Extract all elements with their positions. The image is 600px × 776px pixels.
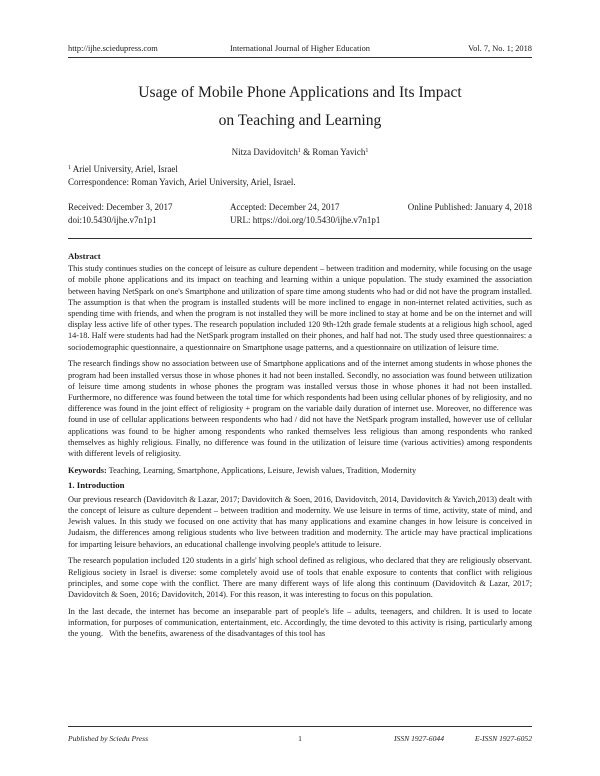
- issn: ISSN 1927-6044: [394, 734, 444, 743]
- accepted-date: Accepted: December 24, 2017: [230, 202, 340, 212]
- metadata-rule: [68, 238, 532, 239]
- author-1-affil: 1: [297, 148, 301, 154]
- introduction-heading: 1. Introduction: [68, 479, 125, 490]
- keywords-label: Keywords:: [68, 465, 107, 475]
- keywords-list: Teaching, Learning, Smartphone, Applications, Leisure, Jewish values, Tradition, Modernity: [106, 465, 417, 475]
- keywords: [68, 465, 532, 476]
- author-sep: &: [300, 147, 313, 157]
- introduction-paragraph-1: Our previous research (Davidovitch & Lazar, 2017; Davidovitch & Soen, 2016, Davidovitch, 2014, Davidovitch & Yavich,2013) dealt with the concept of leisure as culture dependent – between tradition and modernity. We use leisure in terms of time, activity, state of mind, and Jewish values. In this study we focused on one activity that has many applications and examine changes in how leisure is conceived in Judaism, the differences among religious students who live between tradition and modernity. The article may have practical implications for imparting leisure behaviors, an educational challenge involving people's attitude to leisure.: [68, 494, 532, 549]
- received-date: Received: December 3, 2017: [68, 202, 173, 212]
- doi-url[interactable]: URL: https://doi.org/10.5430/ijhe.v7n1p1: [230, 215, 381, 225]
- volume-info: Vol. 7, No. 1; 2018: [468, 44, 532, 53]
- eissn: E-ISSN 1927-6052: [474, 734, 532, 743]
- affiliation-text: Ariel University, Ariel, Israel: [71, 164, 178, 174]
- article-body: [68, 251, 535, 645]
- published-date: Online Published: January 4, 2018: [407, 202, 532, 212]
- affiliation: [68, 163, 532, 175]
- introduction-paragraph-2: The research population included 120 students in a girls' high school defined as religious, who declared that they are religiously observant. Religious society in Israel is diverse: some completely avoid use of tools that enable exposure to contents that conflict with religious principles, and some cope with the conflict. There are many different ways of life along this continuum (Davidovitch & Lazar, 2017; Davidovitch & Soen, 2016; Davidovitch, 2014). For this reason, it was interesting to focus on this population.: [68, 556, 532, 600]
- abstract-paragraph-2: The research findings show no association between use of Smartphone applications and of the internet among students in whose phones the program had been installed versus those in whose phones it had not been installed. Secondly, no association was found between utilization of leisure time among students in whose phones the program was installed versus those in whose phones it had not been installed. Furthermore, no difference was found between the total time for which respondents had been using cellular phones of by religiosity, and no difference was found in the joint effect of religiosity + program on the variable daily duration of internet use. Moreover, no difference was found in use of cellular applications between respondents who had / did not have the NetSpark program installed, however use of cellular applications was found to be higher among respondents who ranked themselves less religious than among respondents who ranked themselves as highly religious. Finally, no difference was found in the utilization of leisure time (various activities) among respondents with different levels of religiosity.: [68, 359, 532, 459]
- correspondence: Correspondence: Roman Yavich, Ariel University, Ariel, Israel.: [68, 177, 296, 187]
- publisher: Published by Sciedu Press: [68, 734, 149, 743]
- journal-name: International Journal of Higher Education: [229, 44, 370, 53]
- introduction-paragraph-3: In the last decade, the internet has become an inseparable part of people's life – adults, teenagers, and children. It is used to locate information, for purposes of communication, entertainment, etc. Accordingly, the time devoted to this activity is rising, particularly among the young. With the benefits, awareness of the disadvantages of this tool has: [68, 606, 535, 639]
- author-2: Roman Yavich: [312, 147, 366, 157]
- footer-rule: [68, 726, 532, 727]
- abstract-paragraph-1: This study continues studies on the concept of leisure as culture dependent – between tradition and modernity, while focusing on the usage of mobile phone applications and its impact on teaching and learning within a unique population. The study examined the association between having NetSpark on one's Smartphone and utilization of spare time among students who had or did not have the program installed. The assumption is that when the program is installed students will be more inclined to engage in non-internet related activities, such as spending time with friends, and when the program is not installed they will be more inclined to stay at home and be on the internet and will display less active life of other types. The research population included 120 9th-12th grade female students at a religious high school, aged 14-18. Half were students had had the NetSpark program installed on their phones, and half had not. The study used three questionnaires: a sociodemographic questionnaire, a questionnaire on Smartphone usage patterns, and a questionnaire on utilization of leisure time.: [68, 264, 532, 352]
- affiliation-number: 1: [68, 165, 71, 171]
- author-line: [0, 146, 600, 158]
- journal-url[interactable]: http://ijhe.sciedupress.com: [68, 44, 158, 53]
- doi: doi:10.5430/ijhe.v7n1p1: [68, 215, 157, 225]
- author-2-affil: 1: [365, 148, 369, 154]
- article-title: [68, 79, 532, 135]
- title-line-1: Usage of Mobile Phone Applications and Its Impact: [138, 84, 462, 101]
- abstract-heading: Abstract: [68, 251, 101, 261]
- page-number: 1: [298, 734, 302, 743]
- title-line-2: on Teaching and Learning: [218, 112, 382, 129]
- author-1: Nitza Davidovitch: [231, 147, 298, 157]
- header-rule: [68, 57, 532, 58]
